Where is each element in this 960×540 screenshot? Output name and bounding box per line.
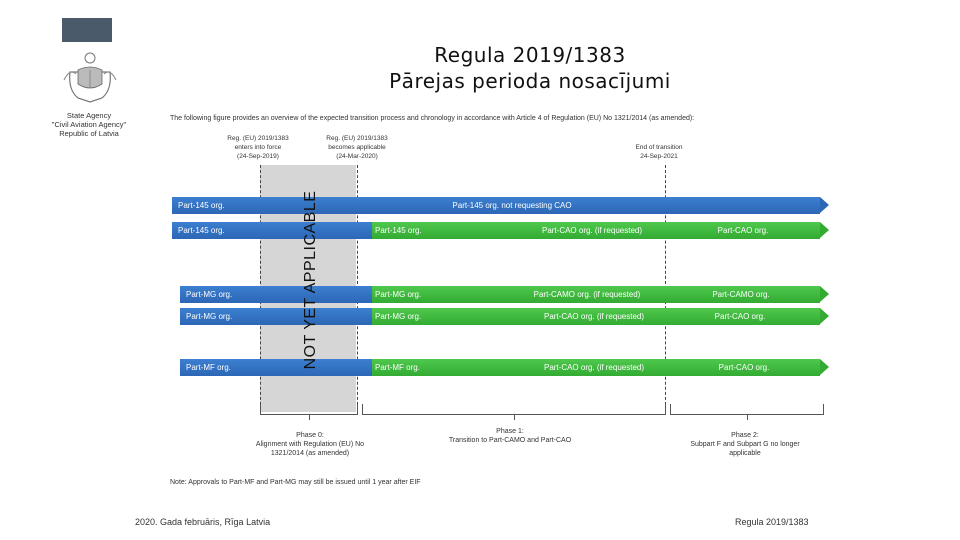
figure-intro-text: The following figure provides an overview of the expected transition process and chronology in accordance with Article 4 of Regulation (EU) No 1321/2014 (as amended): — [170, 115, 695, 122]
slide-title — [300, 42, 760, 94]
milestone-end-of-transition — [614, 143, 704, 161]
phase-line: Phase 1: — [496, 428, 524, 435]
bar-label-segment: Part-CAMO org. — [712, 290, 770, 299]
figure-note: Note: Approvals to Part-MF and Part-MG may still be issued until 1 year after EIF — [170, 479, 421, 486]
phase-line: applicable — [729, 450, 761, 457]
arrow-right-icon — [820, 197, 829, 213]
phase-1-label — [420, 427, 600, 445]
phase-line: Transition to Part-CAMO and Part-CAO — [448, 437, 572, 444]
agency-line: Republic of Latvia — [59, 129, 119, 138]
bar-label-segment: Part-MG org. — [375, 312, 422, 321]
phase-line: Phase 0: — [296, 432, 324, 439]
phase-0-bracket — [260, 404, 358, 415]
bar-label-segment: Part-CAO org. — [714, 312, 766, 321]
milestone-line: Reg. (EU) 2019/1383 — [227, 135, 289, 142]
bar-label-segment: Part-MF org. — [375, 363, 420, 372]
bar-label-segment: Part-MG org. — [375, 290, 422, 299]
footer-reference: Regula 2019/1383 — [735, 517, 809, 527]
title-line: Regula 2019/1383 — [434, 43, 626, 67]
bar-label-start: Part-145 org. — [178, 201, 225, 210]
not-yet-applicable-label: NOT YET APPLICABLE — [302, 190, 319, 370]
bar-label-segment: Part-CAO org. — [718, 363, 770, 372]
phase-1-bracket — [362, 404, 666, 415]
arrow-right-icon — [820, 222, 829, 238]
arrow-right-icon — [820, 359, 829, 375]
bar-label-segment: Part-CAO org. — [717, 226, 769, 235]
arrow-right-icon — [820, 286, 829, 302]
phase-2-label — [660, 431, 830, 458]
bar-label-segment: Part-145 org. not requesting CAO — [452, 201, 572, 210]
bar-label-segment: Part-CAO org. (if requested) — [543, 363, 645, 372]
milestone-line: 24-Sep-2021 — [640, 153, 678, 160]
bar-label-start: Part-145 org. — [178, 226, 225, 235]
agency-name — [30, 111, 148, 138]
milestone-applicable — [312, 134, 402, 161]
milestone-line: (24-Mar-2020) — [336, 153, 378, 160]
agency-line: "Civil Aviation Agency" — [51, 120, 127, 129]
milestone-entry-into-force — [218, 134, 298, 161]
phase-2-bracket — [670, 404, 824, 415]
bar-label-start: Part-MG org. — [186, 290, 233, 299]
phase-line: 1321/2014 (as amended) — [270, 450, 350, 457]
bar-label-segment: Part-CAO org. (if requested) — [543, 312, 645, 321]
coat-of-arms-logo — [62, 50, 118, 106]
title-line: Pārejas perioda nosacījumi — [389, 69, 671, 93]
bar-label-start: Part-MF org. — [186, 363, 231, 372]
phase-line: Phase 2: — [731, 432, 759, 439]
milestone-line: Reg. (EU) 2019/1383 — [326, 135, 388, 142]
milestone-line: End of transition — [635, 144, 683, 151]
milestone-line: (24-Sep-2019) — [237, 153, 279, 160]
bar-label-start: Part-MG org. — [186, 312, 233, 321]
bar-label-segment: Part-CAMO org. (if requested) — [533, 290, 641, 299]
footer-date: 2020. Gada februāris, Rīga Latvia — [135, 517, 271, 527]
milestone-line: becomes applicable — [328, 144, 386, 151]
arrow-right-icon — [820, 308, 829, 324]
header-color-bar — [62, 18, 112, 42]
phase-0-label — [230, 431, 390, 458]
agency-line: State Agency — [66, 111, 112, 120]
bar-label-segment: Part-CAO org. (if requested) — [541, 226, 643, 235]
phase-line: Alignment with Regulation (EU) No — [255, 441, 365, 448]
phase-line: Subpart F and Subpart G no longer — [690, 441, 800, 448]
bar-label-segment: Part-145 org. — [375, 226, 422, 235]
milestone-line: enters into force — [234, 144, 282, 151]
